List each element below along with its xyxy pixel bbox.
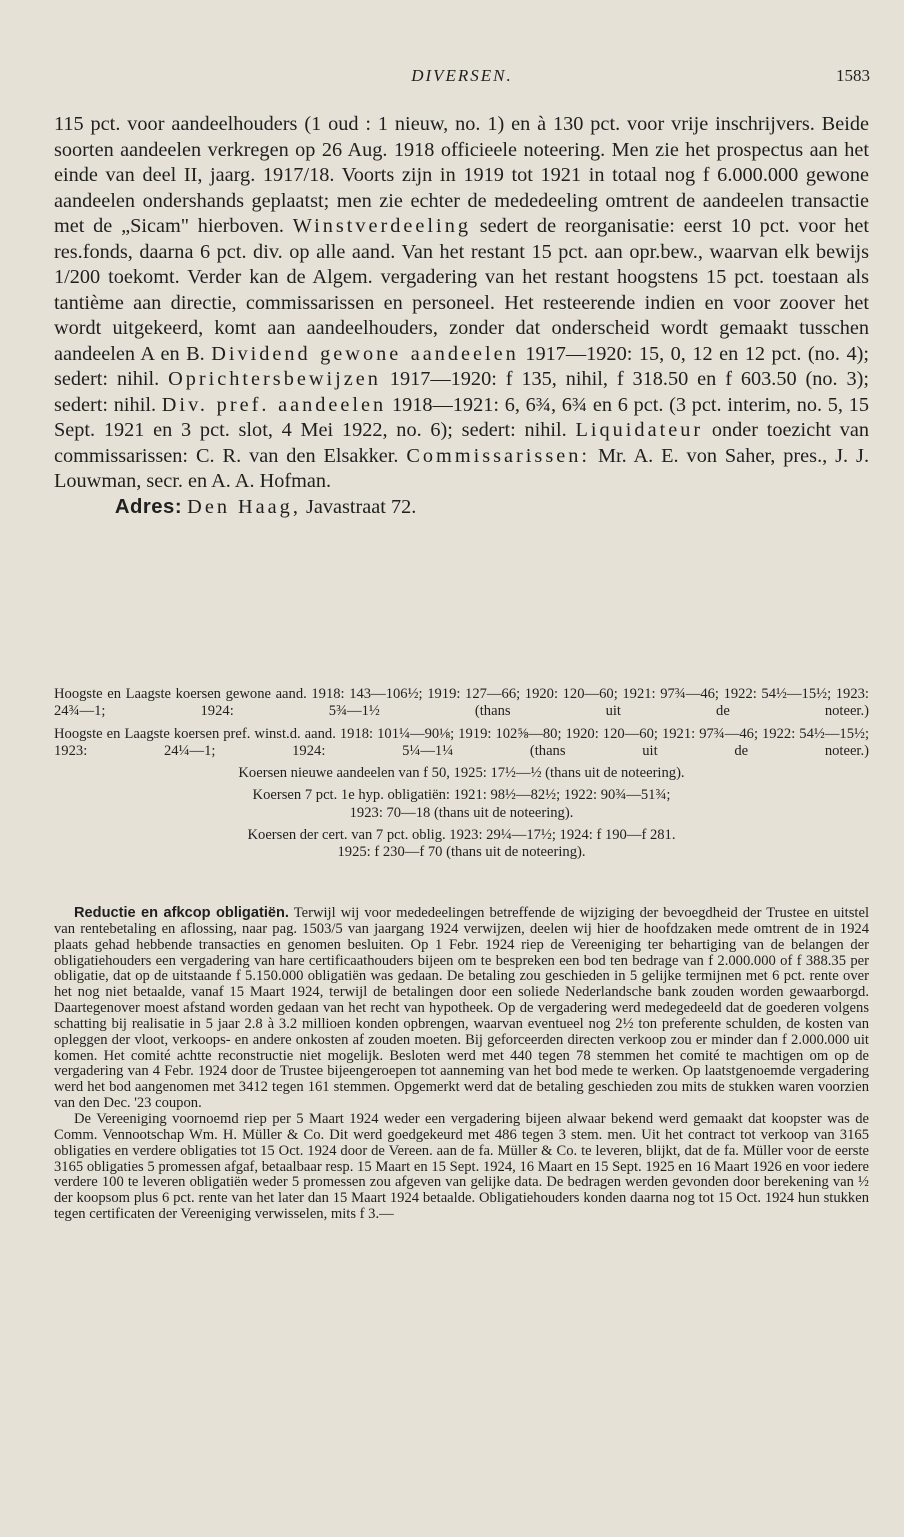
- bond-reduction-text-2: De Vereeniging voornoemd riep per 5 Maart 1924 weder een vergadering bijeen alwaar bekend werd gemaakt dat koopster was de Comm. Vennootschap Wm. H. Müller & Co. Dit werd goedgekeurd met 486 tegen 3 stem. men. Uit het contract tot verkoop van 3165 obligaties en verdere obligaties tot 15 Oct. 1924 door de Vereen. aan de fa. Müller & Co. te leveren, blijkt, dat de fa. Müller voor de eerste 3165 obligaties 5 promessen afgaf, betaalbaar resp. 15 Maart en 15 Sept. 1924, 16 Maart en 15 Sept. 1925 en 16 Maart 1926 en voor iedere verdere 100 te leveren obligatiën weder 5 promessen zou afgeven van gelijke data. De bedragen werden gevonden door berekening van ½ der koopsom plus 6 pct. rente van het later dan 15 Maart 1924 betaalde. Obligatiehouders konden daarna nog tot 15 Oct. 1924 hun stukken tegen certificaten der Vereeniging verwisselen, mits f 3.—: [54, 1110, 869, 1223]
- running-title: DIVERSEN.: [411, 66, 513, 85]
- liquidator-heading: Liquidateur: [575, 419, 704, 441]
- company-entry-text: [54, 112, 869, 520]
- quotes-bond-certificates-line1: Koersen der cert. van 7 pct. oblig. 1923: 29¼—17½; 1924: f 190—f 281.: [247, 827, 676, 844]
- commissioners-text: Mr. A. E. von Saher, pres., J. J. Louwman, secr. en A. A. Hofman.: [54, 444, 870, 492]
- dividend-preferred-heading: Div. pref. aandeelen: [161, 393, 387, 416]
- bond-reduction-heading: Reductie en afkcop obligatiën.: [74, 905, 289, 921]
- bond-reduction-text-1: Terwijl wij voor mededeelingen betreffende de wijziging der bevoegdheid der Trustee en uitstel van rentebetaling en aflossing, naar pag. 1503/5 van jaargang 1924 verwijzen, deelen wij hier de hoofdzaken mede omtrent de in 1924 plaats gehad hebbende transacties en genomen besluiten. Op 1 Febr. 1924 riep de Vereeniging ter behartiging van de belangen der obligatiehouders een vergadering van hare certificaathouders bijeen om te bespreken een bod ten bedrage van f 2.000.000 of f 388.35 per obligatie, dat op de uitstaande f 5.150.000 obligatiën was gedaan. De betaling zou geschieden in 5 gelijke termijnen met 6 pct. rente over het nog niet betaalde, vanaf 15 Maart 1924, terwijl de betalingen door een soliede Nederlandsche bank zouden worden gewaarborgd. Daartegenover moest afstand worden gedaan van het recht van hypotheek. Op de vergadering werd medegedeeld dat de goederen volgens schatting bij realisatie in 5 jaar 2.8 à 3.2 millioen konden opbrengen, waarvan eventueel nog 2½ ton preferente schulden, de kosten van opleggen der vloot, verkoops- en andere onkosten af zouden moeten. Bij geforceerden directen verkoop zou er minder dan f 2.000.000 uit komen. Het comité achtte reconstructie niet mogelijk. Besloten werd met 440 tegen 78 stemmen het comité te machtigen om op de vergadering van 4 Febr. 1924 door de Trustee bijeengeroepen tot aanneming van het bod mede te werken. Op laatstgenoemde vergadering werd het bod aangenomen met 3412 tegen 161 stemmen. Opgemerkt werd dat de betaling geschieden zou mits de stukken waren voorzien van den Dec. '23 coupon.: [54, 905, 870, 1112]
- commissioners-heading: Commissarissen:: [406, 444, 590, 467]
- address-street: Javastraat 72.: [305, 495, 417, 518]
- quotes-mortgage-bonds-line1: Koersen 7 pct. 1e hyp. obligatiën: 1921: 98½—82½; 1922: 90¾—51¾;: [252, 787, 671, 804]
- dividend-common-text: 1917—1920: 15, 0, 12 en 12 pct. (no. 4); sedert: nihil.: [54, 342, 869, 390]
- address-label: Adres:: [114, 495, 183, 518]
- quotes-new-shares: Koersen nieuwe aandeelen van f 50, 1925: 17½—½ (thans uit de noteering).: [238, 765, 685, 782]
- quotes-common-shares: Hoogste en Laagste koersen gewone aand. 1918: 143—106½; 1919: 127—66; 1920: 120—60; 1921: 97¾—46; 1922: 54½—15½; 1923: 24¾—1; 1924: 5¾—1½ (thans uit de noteer.): [54, 686, 869, 720]
- dividend-preferred-text: 1918—1921: 6, 6¾, 6¾ en 6 pct. (3 pct. interim, no. 5, 15 Sept. 1921 en 3 pct. slot, 4 Mei 1922, no. 6); sedert: nihil.: [54, 393, 870, 441]
- profit-distribution-heading: Winstverdeeling: [292, 215, 471, 237]
- bond-reduction-section: [54, 906, 869, 1223]
- price-quotes-block: [54, 686, 869, 867]
- shares-history-text: 115 pct. voor aandeelhouders (1 oud : 1 nieuw, no. 1) en à 130 pct. voor vrije inschrijvers. Beide soorten aandeelen verkregen op 26 Aug. 1918 officieele noteering. Men zie het prospectus aan het einde van deel II, jaarg. 1917/18. Voorts zijn in 1919 tot 1921 in totaal nog f 6.000.000 gewone aandeelen ondershands geplaatst; men zie echter de mededeeling omtrent de aandeelen transactie met de „Sicam" hierboven.: [54, 113, 869, 237]
- quotes-mortgage-bonds: [54, 787, 869, 822]
- quotes-bond-certificates-line2: 1925: f 230—f 70 (thans uit de noteering).: [337, 844, 586, 861]
- quotes-bond-certificates: [54, 827, 869, 862]
- main-paragraph: [54, 112, 869, 495]
- dividend-common-heading: Dividend gewone aandeelen: [211, 342, 519, 365]
- page-number: 1583: [836, 66, 870, 85]
- address-city: Den Haag,: [187, 495, 301, 518]
- liquidator-text: onder toezicht van commissarissen: C. R. van den Elsakker.: [54, 419, 869, 467]
- bond-reduction-paragraph-1: [54, 906, 869, 1112]
- quotes-mortgage-bonds-line2: 1923: 70—18 (thans uit de noteering).: [349, 804, 574, 821]
- quotes-preferred-shares: Hoogste en Laagste koersen pref. winst.d. aand. 1918: 101¼—90⅛; 1919: 102⅝—80; 1920: 120—60; 1921: 97¾—46; 1922: 54½—15½; 1923: 24¼—1; 1924: 5¼—1¼ (thans uit de noteer.): [54, 725, 869, 759]
- running-header: [54, 66, 870, 90]
- profit-distribution-text: sedert de reorganisatie: eerst 10 pct. voor het res.fonds, daarna 6 pct. div. op alle aand. Van het restant 15 pct. aan opr.bew., waarvan elk bewijs 1/200 toekomt. Verder kan de Algem. vergadering van het restant hoogstens 15 pct. toestaan als tantième aan directie, commissarissen en personeel. Het resteerende indien en voor zoover het wordt uitgekeerd, komt aan aandeelhouders, zonder dat onderscheid wordt gemaakt tusschen aandeelen A en B.: [54, 215, 869, 365]
- address-line: [54, 495, 869, 521]
- founders-shares-heading: Oprichtersbewijzen: [168, 368, 381, 390]
- founders-shares-text: 1917—1920: f 135, nihil, f 318.50 en f 603.50 (no. 3); sedert: nihil.: [54, 368, 869, 416]
- bond-reduction-paragraph-2: [54, 1112, 869, 1223]
